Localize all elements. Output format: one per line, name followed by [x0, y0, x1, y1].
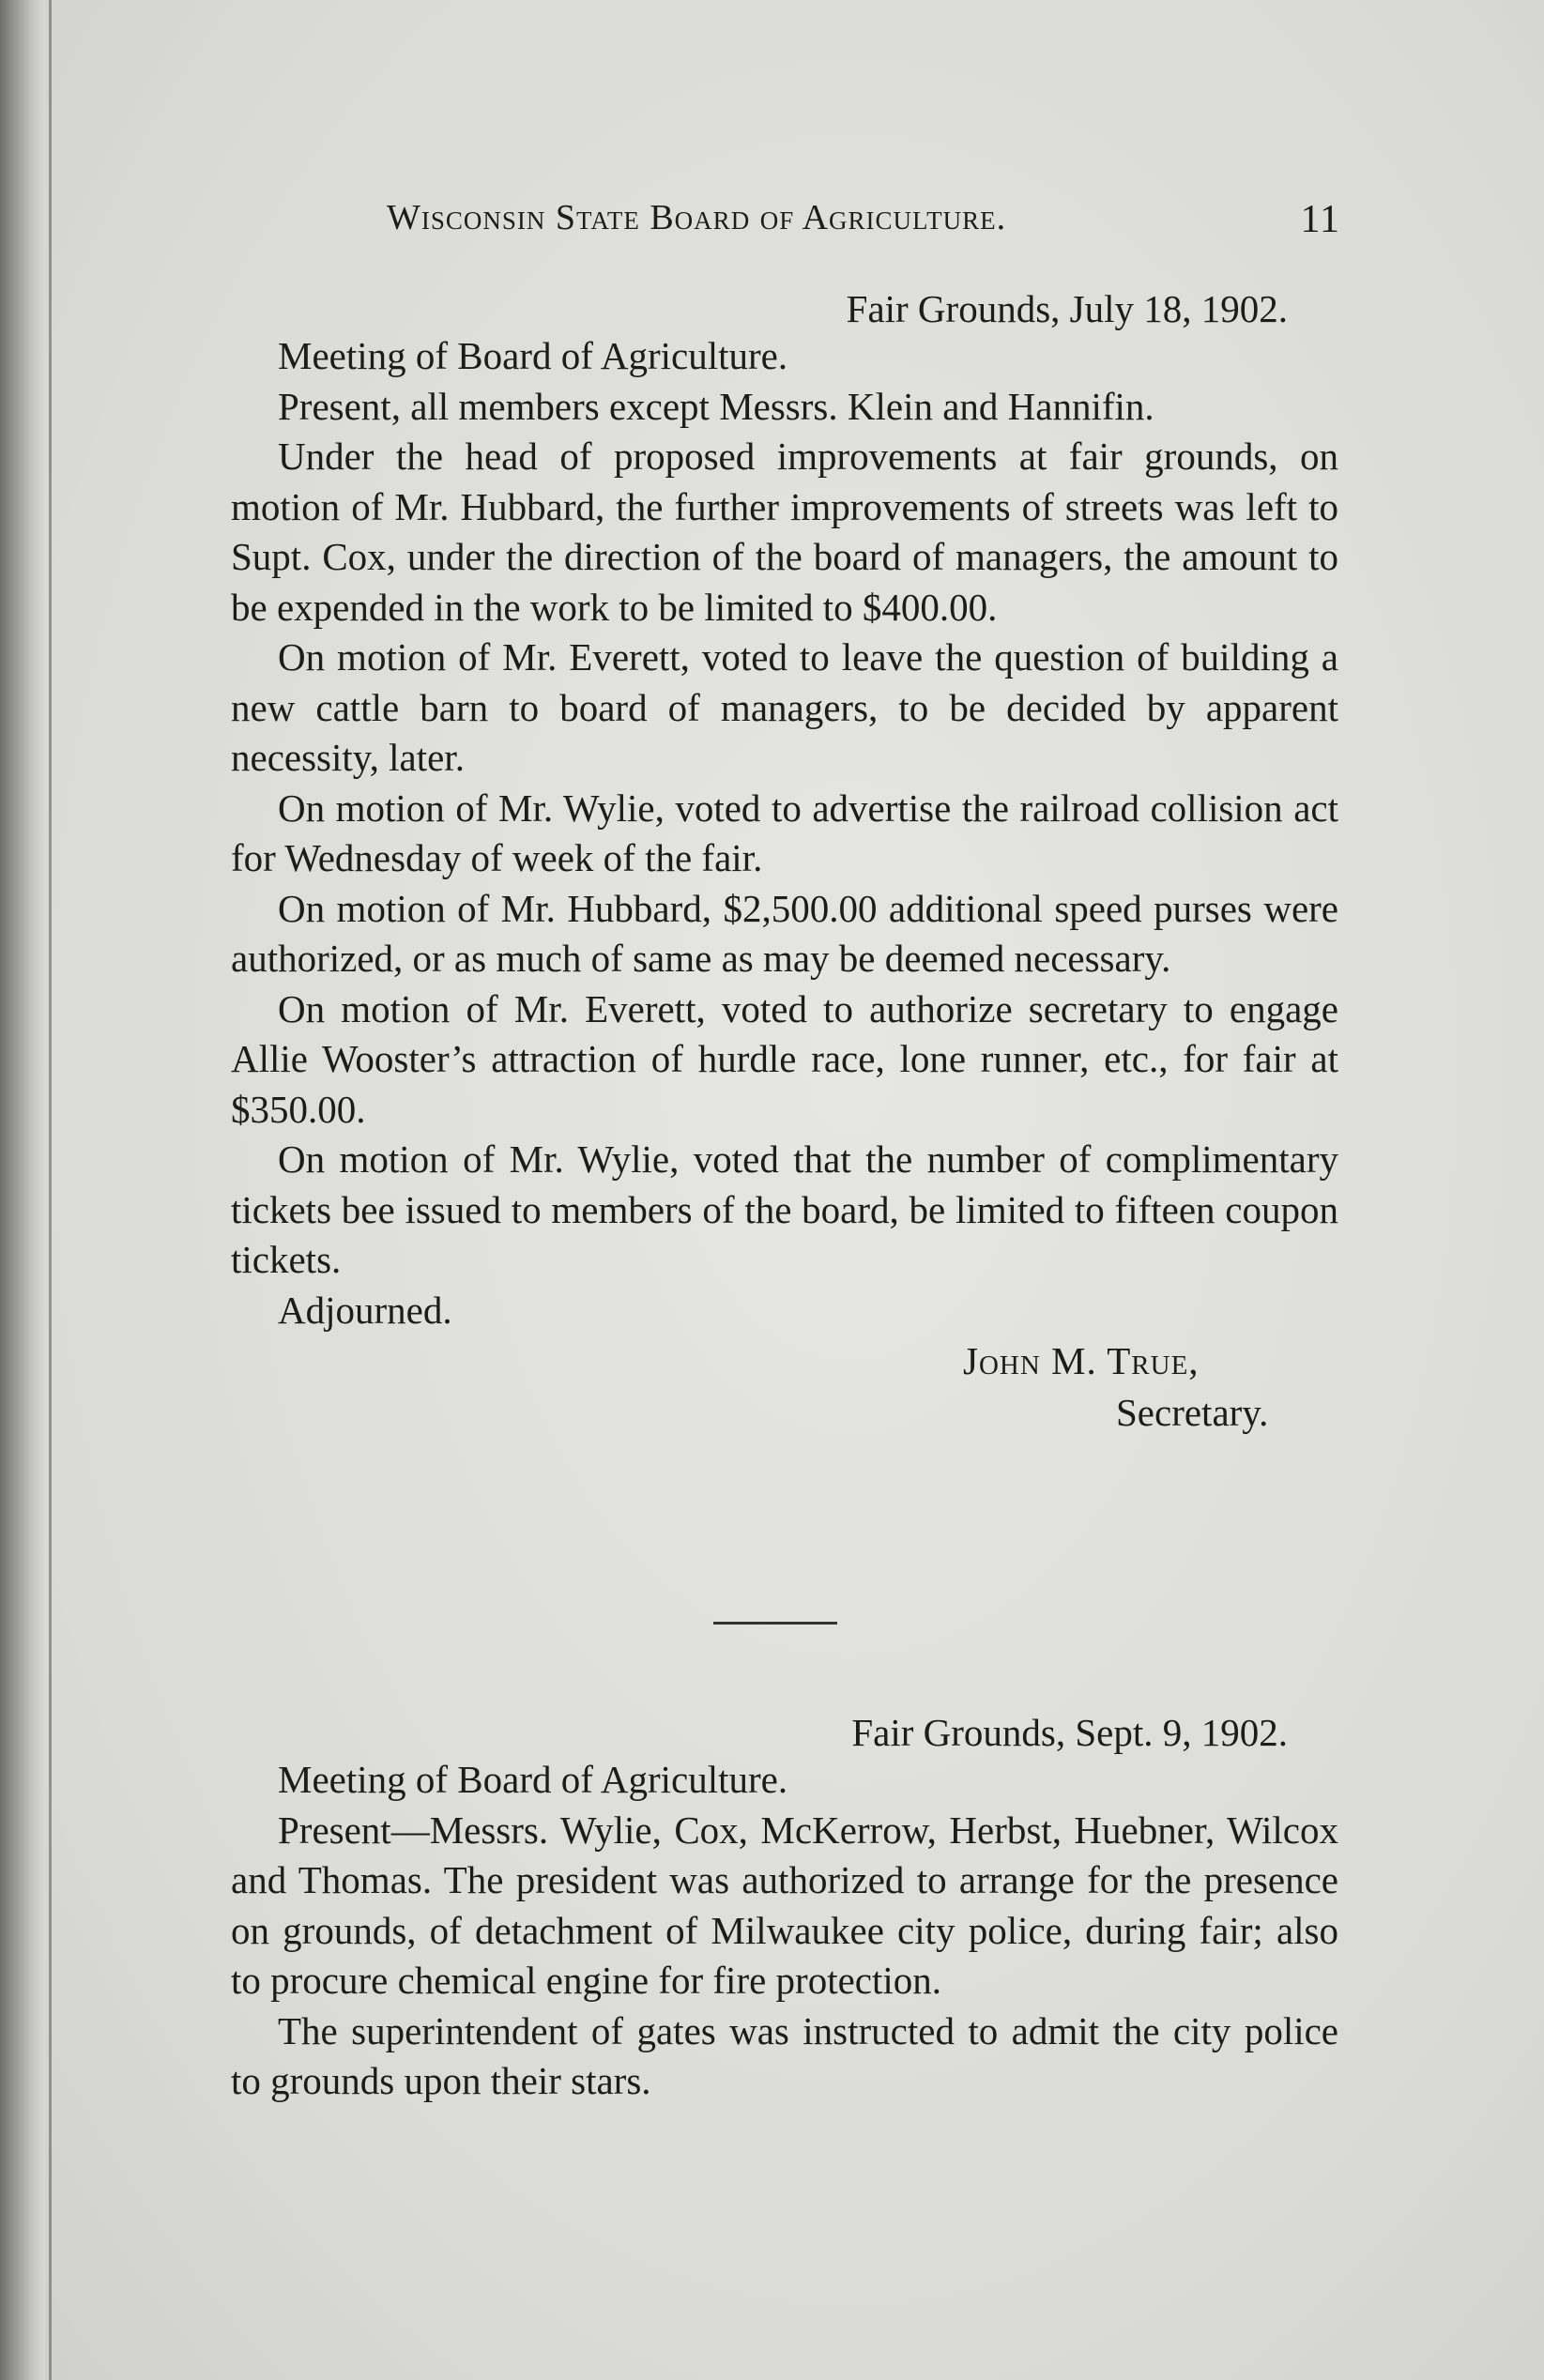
paragraph: On motion of Mr. Everett, voted to leave the question of building a new cattle barn to board of managers, to be decided by apparent necessity, later.: [231, 635, 1338, 779]
paragraph: On motion of Mr. Hubbard, $2,500.00 additional speed purses were authorized, or as much of same as may be deemed necessary.: [231, 886, 1338, 980]
binding-edge-line: [49, 0, 52, 2380]
running-header: [387, 197, 1340, 253]
paragraph: The superintendent of gates was instructed to admit the city police to grounds upon their stars.: [231, 2008, 1338, 2102]
dateline: Fair Grounds, July 18, 1902.: [846, 287, 1288, 330]
paragraph: Present—Messrs. Wylie, Cox, McKerrow, Herbst, Huebner, Wilcox and Thomas. The president was authorized to arrange for the presence on grounds, of detachment of Milwaukee city police, during fair; also to procure chemical engine for fire protection.: [231, 1808, 1338, 2002]
paragraph: On motion of Mr. Wylie, voted to advertise the railroad collision act for Wednesday of week of the fair.: [231, 786, 1338, 879]
paragraph: Meeting of Board of Agriculture.: [278, 334, 788, 377]
page-number: 11: [1300, 198, 1340, 241]
signature-block: [231, 1335, 1338, 1439]
paragraph: Adjourned.: [278, 1288, 452, 1332]
book-binding-shadow: [0, 0, 45, 2380]
paragraph: On motion of Mr. Wylie, voted that the number of complimentary tickets bee issued to members of the board, be limited to fifteen coupon tickets.: [231, 1137, 1338, 1281]
paragraph: Under the head of proposed improvements at fair grounds, on motion of Mr. Hubbard, the further improvements of streets was left to Supt. Cox, under the direction of the board of managers, the amount to be expended in the work to be limited to $400.00.: [231, 435, 1338, 629]
meeting-entry-sept: [231, 1710, 1338, 2107]
meeting-entry-july: [231, 286, 1338, 1439]
signature-name: John M. True,: [963, 1339, 1200, 1382]
paragraph: On motion of Mr. Everett, voted to authorize secretary to engage Allie Wooster’s attraction of hurdle race, lone runner, etc., for fair at $350.00.: [231, 986, 1338, 1131]
section-divider: [713, 1622, 837, 1625]
dateline: Fair Grounds, Sept. 9, 1902.: [851, 1711, 1288, 1754]
signature-title: Secretary.: [1116, 1391, 1269, 1434]
running-title: Wisconsin State Board of Agriculture.: [387, 198, 1007, 237]
paragraph: Present, all members except Messrs. Klein and Hannifin.: [278, 384, 1154, 428]
paragraph: Meeting of Board of Agriculture.: [278, 1758, 788, 1801]
